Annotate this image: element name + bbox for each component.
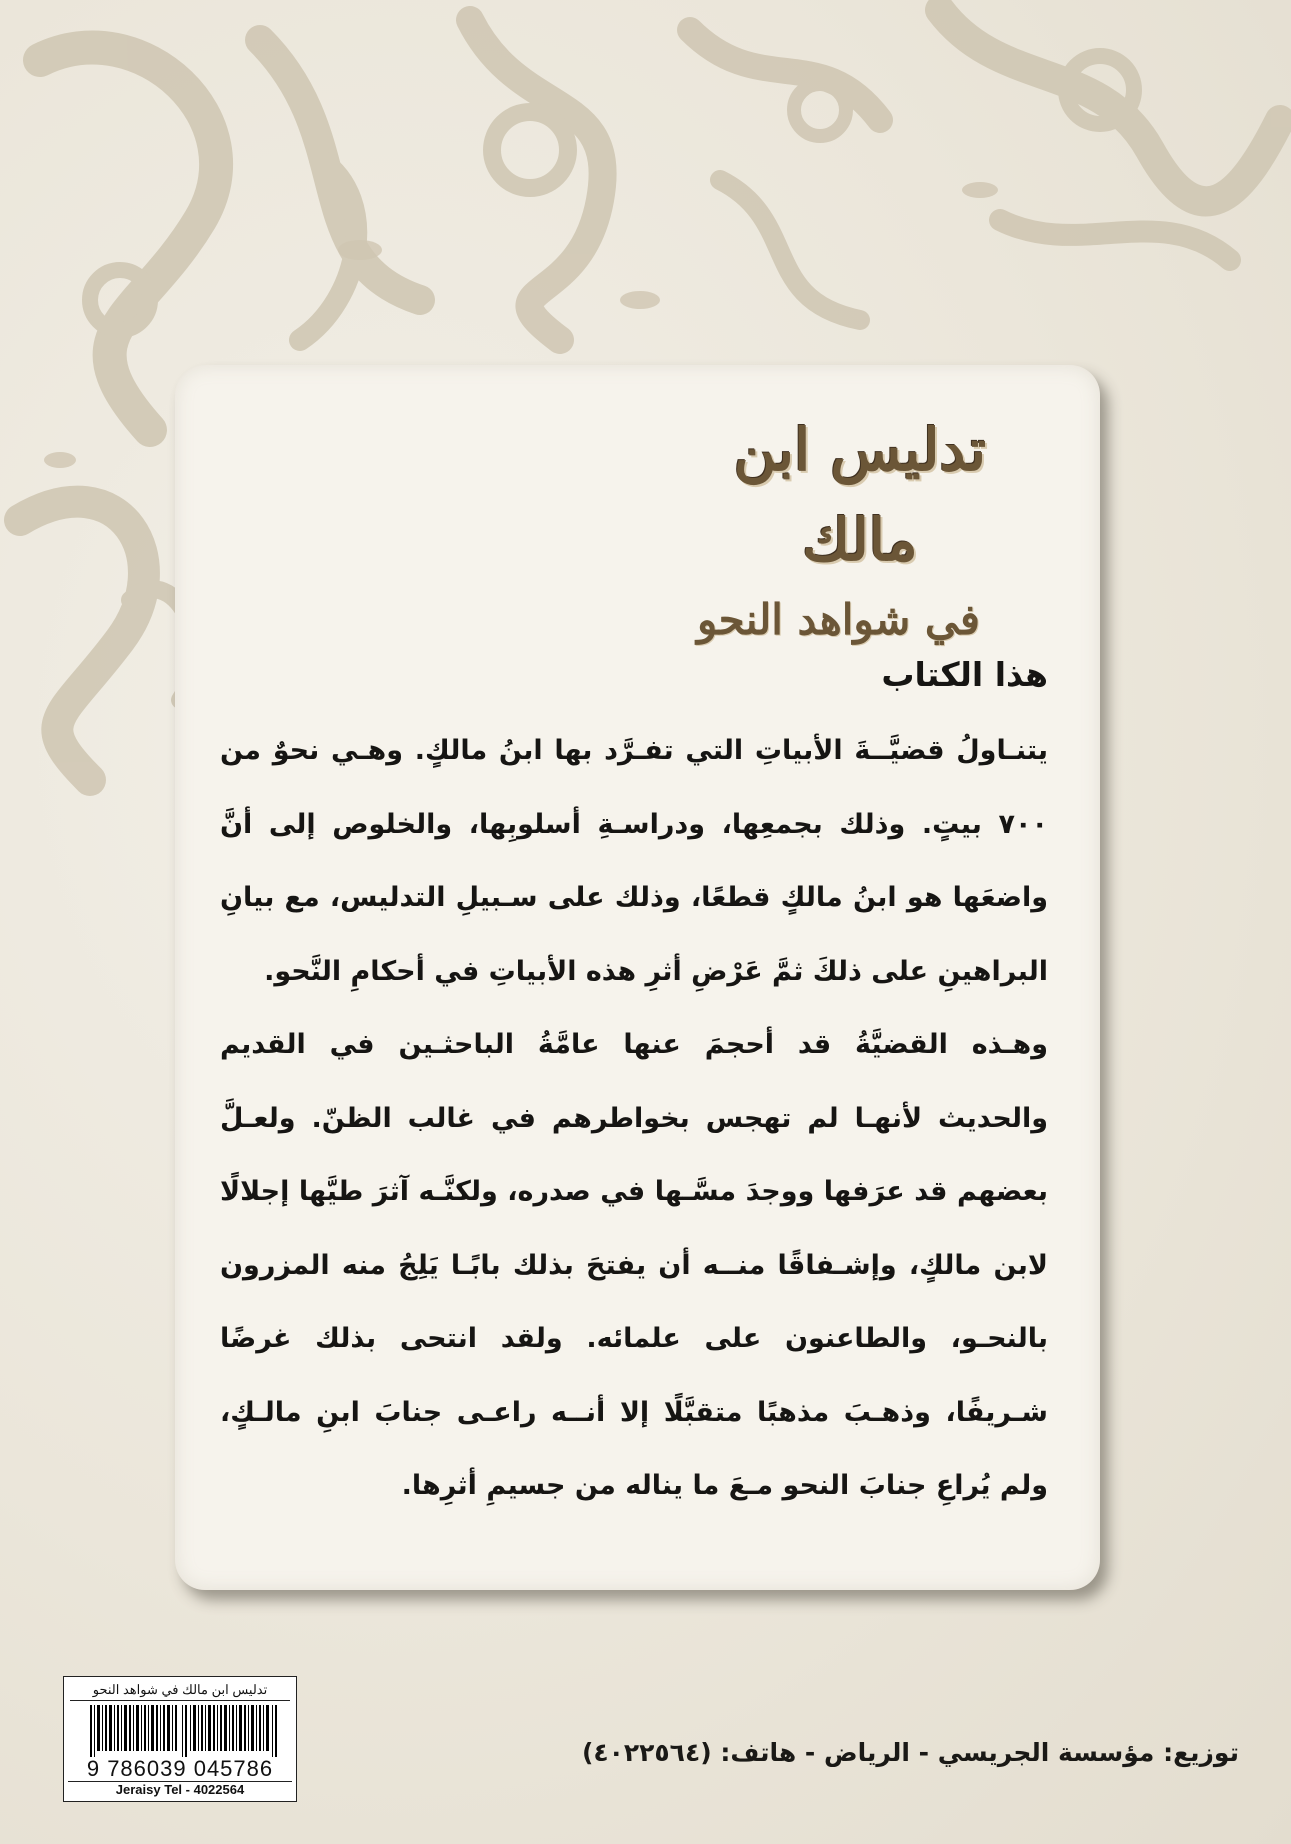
description-panel bbox=[175, 365, 1100, 1590]
section-heading: هذا الكتاب bbox=[881, 655, 1048, 694]
barcode-publisher-phone: Jeraisy Tel - 4022564 bbox=[68, 1781, 292, 1798]
description-paragraph-2: وهـذه القضيَّةُ قد أحجمَ عنها عامَّةُ الباحثـين في القديم والحديث لأنهـا لم تهجس بخواطرهم في غالب الظنّ. ولعـلَّ بعضهم قد عرَفها ووجدَ مسَّـها في صدره، ولكنَّـه آثرَ طيَّها إجلالًا لابن مالكٍ، وإشـفاقًا منــه أن يفتحَ بذلك بابًـا يَلِجُ منه المزرون بالنحـو، والطاعنون على علمائه. ولقد انتحى بذلك غرضًا شـريفًا، وذهـبَ مذهبًا متقبَّلًا إلا أنــه راعـى جنابَ ابنِ مالـكٍ، ولم يُراعِ جنابَ النحو مـعَ ما يناله من جسيمِ أثرِها. bbox=[220, 1029, 1048, 1501]
description-content bbox=[220, 650, 1048, 1523]
book-title-subtitle: في شواهد النحو bbox=[696, 595, 980, 644]
book-title bbox=[680, 405, 1040, 644]
isbn-number: 9 786039 045786 bbox=[86, 1756, 274, 1781]
barcode-icon bbox=[90, 1705, 280, 1757]
description-paragraph-1: يتنـاولُ قضيَّــةَ الأبياتِ التي تفـرَّد بها ابنُ مالكٍ. وهـي نحوٌ من ٧٠٠ بيتٍ. وذلك بجمعِها، ودراسـةِ أسلوبِها، والخلوص إلى أنَّ واضعَها هو ابنُ مالكٍ قطعًا، وذلك على سـبيلِ التدليس، مع بيانِ البراهينِ على ذلكَ ثمَّ عَرْضِ أثرِ هذه الأبياتِ في أحكامِ النَّحو. bbox=[220, 735, 1048, 987]
barcode-label bbox=[63, 1676, 297, 1802]
book-title-main: تدليس ابن مالك bbox=[733, 416, 987, 574]
barcode-book-title: تدليس ابن مالك في شواهد النحو bbox=[70, 1680, 290, 1701]
distribution-info: توزيع: مؤسسة الجريسي - الرياض - هاتف: (٤٠٢٢٥٦٤) bbox=[581, 1738, 1239, 1767]
